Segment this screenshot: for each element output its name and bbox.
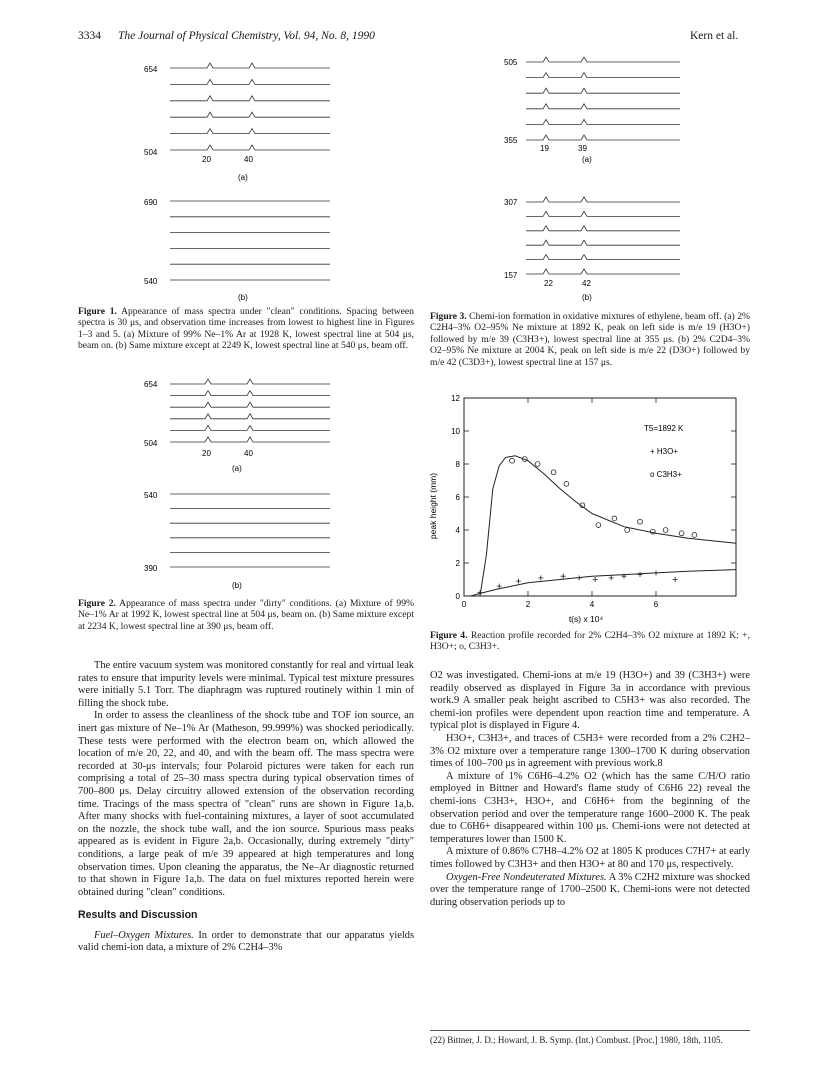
figure-3a-tick-1: 19 <box>540 144 549 153</box>
chart-ticks <box>464 398 736 596</box>
chart-point-c3h3 <box>663 528 668 533</box>
chart-frame <box>464 398 736 596</box>
chart-point-h3o <box>538 575 543 580</box>
figure-2a-trace-2 <box>170 391 330 396</box>
footnote-rule <box>430 1030 750 1031</box>
left-paragraph-3 <box>78 930 414 955</box>
figure-2b-traces <box>170 494 330 567</box>
figure-3-caption <box>430 311 750 368</box>
figure-1a-trace-5 <box>170 129 330 134</box>
chart-y-tick-label: 12 <box>451 394 460 403</box>
figure-1b-top-label: 690 <box>144 198 158 207</box>
chart-x-tick-label: 2 <box>525 600 531 609</box>
figure-4-chart <box>418 388 748 628</box>
right-paragraph-5 <box>430 872 750 910</box>
figure-3b-trace-1 <box>526 197 680 202</box>
figure-3-caption-title: Figure 3. <box>430 311 467 322</box>
figure-3a-bottom-label: 355 <box>504 136 518 145</box>
figure-2a-tick-1: 20 <box>202 449 211 458</box>
figure-3a-trace-2 <box>526 73 680 78</box>
figure-3b-trace-3 <box>526 226 680 231</box>
figure-2a-panel-label: (a) <box>232 464 242 473</box>
figure-1a-panel-label: (a) <box>238 173 248 182</box>
chart-plot-area <box>464 398 736 596</box>
figure-1a-trace-2 <box>170 79 330 84</box>
figure-1-caption <box>78 306 414 352</box>
figure-2a-trace-3 <box>170 402 330 407</box>
chart-fit-curves <box>470 456 736 596</box>
figure-3-caption-text: Chemi-ion formation in oxidative mixtures of ethylene, beam off. (a) 2% C2H4–3% O2–95% Ne mixture at 1892 K, peak on left side is m/e 19 (H3O+) followed by m/e 39 (C3H3+), lowest spectral line at 355 μs. (b) 2% C2D4–3% O2–95% Ne mixture at 2004 K, peak on left side is m/e 22 (D3O+) followed by m/e 42 (C3D3+), lowest spectral line at 157 μs. <box>430 311 750 368</box>
chart-point-c3h3 <box>650 529 655 534</box>
figure-3b-top-label: 307 <box>504 198 518 207</box>
figure-2b-bottom-label: 390 <box>144 564 158 573</box>
figure-1a-trace-3 <box>170 96 330 101</box>
chart-point-h3o <box>593 577 598 582</box>
figure-3b-trace-4 <box>526 240 680 245</box>
chart-legend-h3o: + H3O+ <box>650 447 679 456</box>
chart-point-h3o <box>497 584 502 589</box>
figure-3a-trace-6 <box>526 135 680 140</box>
right-paragraph-5-lead: Oxygen-Free Nondeuterated Mixtures. <box>446 871 607 883</box>
figure-3b-panel-label: (b) <box>582 293 592 302</box>
figure-3a-tick-2: 39 <box>578 144 587 153</box>
left-paragraph-3-lead: Fuel–Oxygen Mixtures. <box>94 929 194 941</box>
running-authors: Kern et al. <box>690 30 739 42</box>
chart-point-h3o <box>516 579 521 584</box>
footnote: (22) Bittner, J. D.; Howard, J. B. Symp. (Int.) Combust. [Proc.] 1980, 18th, 1105. <box>430 1035 723 1045</box>
figure-2-plot <box>140 372 360 592</box>
chart-y-tick-label: 10 <box>451 427 460 436</box>
chart-point-h3o <box>673 577 678 582</box>
figure-2a-tick-2: 40 <box>244 449 253 458</box>
figure-4-caption <box>430 630 750 653</box>
figure-1a-trace-4 <box>170 112 330 117</box>
figure-4-caption-title: Figure 4. <box>430 630 468 641</box>
figure-2a-trace-4 <box>170 414 330 419</box>
chart-point-c3h3 <box>692 533 697 538</box>
chart-y-tick-label: 2 <box>455 559 460 568</box>
figure-2a-trace-5 <box>170 425 330 430</box>
figure-1a-traces <box>170 63 330 150</box>
figure-1a-bottom-label: 504 <box>144 148 158 157</box>
figure-3b-trace-5 <box>526 255 680 260</box>
chart-y-tick-label: 6 <box>455 493 460 502</box>
figure-2a-trace-1 <box>170 379 330 384</box>
chart-y-axis-label: peak height (mm) <box>428 472 438 540</box>
journal-title: The Journal of Physical Chemistry, Vol. 94, No. 8, 1990 <box>118 30 375 42</box>
figure-1a-tick-2: 40 <box>244 155 253 164</box>
figure-3a-top-label: 505 <box>504 58 518 67</box>
figure-1a-trace-1 <box>170 63 330 68</box>
figure-1a-tick-1: 20 <box>202 155 211 164</box>
chart-x-tick-label: 6 <box>653 600 659 609</box>
figure-1a-trace-6 <box>170 145 330 150</box>
figure-3b-tick-2: 42 <box>582 279 591 288</box>
figure-1b-bottom-label: 540 <box>144 277 158 286</box>
chart-point-h3o <box>609 575 614 580</box>
chart-tick-labels <box>451 394 659 609</box>
chart-y-tick-label: 8 <box>455 460 460 469</box>
figure-2-caption-title: Figure 2. <box>78 598 116 609</box>
figure-2a-top-label: 654 <box>144 380 158 389</box>
chart-point-c3h3 <box>638 519 643 524</box>
figure-1b-panel-label: (b) <box>238 293 248 302</box>
chart-line-h3o-fit <box>470 570 736 596</box>
figure-2a-bottom-label: 504 <box>144 439 158 448</box>
figure-2b-panel-label: (b) <box>232 581 242 590</box>
figure-3b-traces <box>526 197 680 274</box>
figure-3a-traces <box>526 57 680 140</box>
left-paragraph-3-text: In order to demonstrate that our apparatus yields valid chemi-ion data, a mixture of 2% C2H4–3% <box>78 929 414 954</box>
chart-point-c3h3 <box>535 462 540 467</box>
figure-1 <box>140 58 360 303</box>
chart-point-h3o <box>638 572 643 577</box>
chart-point-c3h3 <box>510 458 515 463</box>
chart-point-c3h3 <box>679 531 684 536</box>
figure-3 <box>500 52 690 302</box>
figure-4-caption-text: Reaction profile recorded for 2% C2H4–3% O2 mixture at 1892 K: +, H3O+; o, C3H3+. <box>430 630 750 653</box>
chart-x-axis-label: t(s) x 10⁴ <box>568 614 604 624</box>
right-paragraph-2: H3O+, C3H3+, and traces of C5H3+ were recorded from a 2% C2H2–3% O2 mixture over a temperature range 1300–1700 K during observation times of 100–700 μs in agreement with previous work.8 <box>430 732 750 770</box>
figure-3a-trace-5 <box>526 119 680 124</box>
left-paragraph-1: The entire vacuum system was monitored constantly for real and virtual leak rates to ensure that impurity levels were minimal. Typical test mixture pressures were initially 5.1 Torr. The diaphragm was ruptured routinely within 1 min of filling the shock tube. <box>78 660 414 709</box>
left-paragraph-2: In order to assess the cleanliness of the shock tube and TOF ion source, an inert gas mixture of Ne–1% Ar (Matheson, 99.999%) was shocked periodically. These tests were performed with the electron beam on, which allowed the location of m/e 20, 22, and 40, and with the beam off. The mass spectra were recorded at 30-μs intervals; four Polaroid pictures were taken for each run comprising a total of 25–30 mass spectra during typical observation times of 700–800 μs. Delay circuitry allowed extension of the observation recording time. Tracings of the mass spectra of "clean" runs are shown in Figure 1a,b. After many shocks with fuel-containing mixtures, a layer of soot accumulated on the nozzle, the shock tube wall, and the ion source. Spurious mass peaks appeared as is evident in Figure 2a,b. Occasionally, during extremely "dirty" conditions, a large peak of m/e 39 appeared at high temperatures and long observation times. Upon cleaning the apparatus, the Ne–Ar diagnostic returned to that shown in Figure 1a,b. The data on fuel mixtures reported herein were obtained during "clean" conditions. <box>78 710 414 898</box>
chart-point-c3h3 <box>596 523 601 528</box>
figure-1a-top-label: 654 <box>144 65 158 74</box>
figure-3b-tick-1: 22 <box>544 279 553 288</box>
chart-point-c3h3 <box>612 516 617 521</box>
chart-point-c3h3 <box>625 528 630 533</box>
right-column-text <box>430 670 750 909</box>
figure-3a-trace-4 <box>526 104 680 109</box>
figure-1b-traces <box>170 201 330 280</box>
figure-3b-trace-6 <box>526 269 680 274</box>
right-paragraph-3: A mixture of 1% C6H6–4.2% O2 (which has the same C/H/O ratio employed in Bittner and Howard's flame study of C6H6 22) reveal the chemi-ions C3H3+, H3O+, and C6H6+ from the beginning of the observation period and over the temperature range 1600–2000 K. The peak due to C6H6+ disappeared within 100 μs. Chemi-ions were not detected at temperatures lower than 1500 K. <box>430 770 750 845</box>
right-paragraph-4: A mixture of 0.86% C7H8–4.2% O2 at 1805 K produces C7H7+ at early times followed by C3H3+ and then H3O+ at 80 and 170 μs, respectively. <box>430 846 750 870</box>
chart-y-tick-label: 4 <box>455 526 460 535</box>
figure-2-caption <box>78 598 414 632</box>
figure-1-plot <box>140 58 360 303</box>
figure-4 <box>418 388 748 628</box>
chart-point-c3h3 <box>551 470 556 475</box>
figure-3-plot <box>500 52 690 302</box>
right-paragraph-5-text: A 3% C2H2 mixture was shocked over the temperature range of 1700–2500 K. Chemi-ions were not detected during observation periods up to <box>430 871 751 908</box>
chart-y-tick-label: 0 <box>455 592 460 601</box>
chart-legend-c3h3: o C3H3+ <box>650 470 682 479</box>
chart-point-h3o <box>561 574 566 579</box>
figure-1-caption-title: Figure 1. <box>78 306 117 317</box>
chart-point-h3o <box>577 575 582 580</box>
figure-3a-trace-3 <box>526 88 680 93</box>
figure-2b-top-label: 540 <box>144 491 158 500</box>
chart-x-tick-label: 0 <box>461 600 467 609</box>
figure-2a-trace-6 <box>170 437 330 442</box>
section-heading: Results and Discussion <box>78 909 198 922</box>
page-number: 3334 <box>78 30 101 42</box>
chart-x-tick-label: 4 <box>589 600 595 609</box>
figure-3b-bottom-label: 157 <box>504 271 518 280</box>
left-column-text <box>78 660 414 955</box>
chart-legend-temperature: T5=1892 K <box>644 424 684 433</box>
figure-2a-traces <box>170 379 330 442</box>
figure-3a-panel-label: (a) <box>582 155 592 164</box>
figure-3b-trace-2 <box>526 211 680 216</box>
figure-1-caption-text: Appearance of mass spectra under "clean" conditions. Spacing between spectra is 30 μs, and observation time increases from lowest to highest line in Figures 1–3 and 5. (a) Mixture of 99% Ne–1% Ar at 1928 K, lowest spectral line at 504 μs, beam on. (b) Same mixture except at 2249 K, lowest spectral line at 540 μs, beam off. <box>78 306 414 352</box>
figure-2 <box>140 372 360 592</box>
right-paragraph-1: O2 was investigated. Chemi-ions at m/e 19 (H3O+) and 39 (C3H3+) were readily observed as displayed in Figure 3a in accordance with previous work.9 A smaller peak height ascribed to C5H3+ was also recorded. The chemi-ion profiles were dependent upon reaction time and temperature. A typical plot is displayed in Figure 4. <box>430 670 750 732</box>
chart-point-h3o <box>654 570 659 575</box>
chart-point-c3h3 <box>564 481 569 486</box>
figure-3a-trace-1 <box>526 57 680 62</box>
figure-2-caption-text: Appearance of mass spectra under "dirty" conditions. (a) Mixture of 99% Ne–1% Ar at 1992 K, lowest spectral line at 504 μs, beam on. (b) Same mixture except at 2234 K, lowest spectral line at 390 μs, beam off. <box>78 598 414 632</box>
